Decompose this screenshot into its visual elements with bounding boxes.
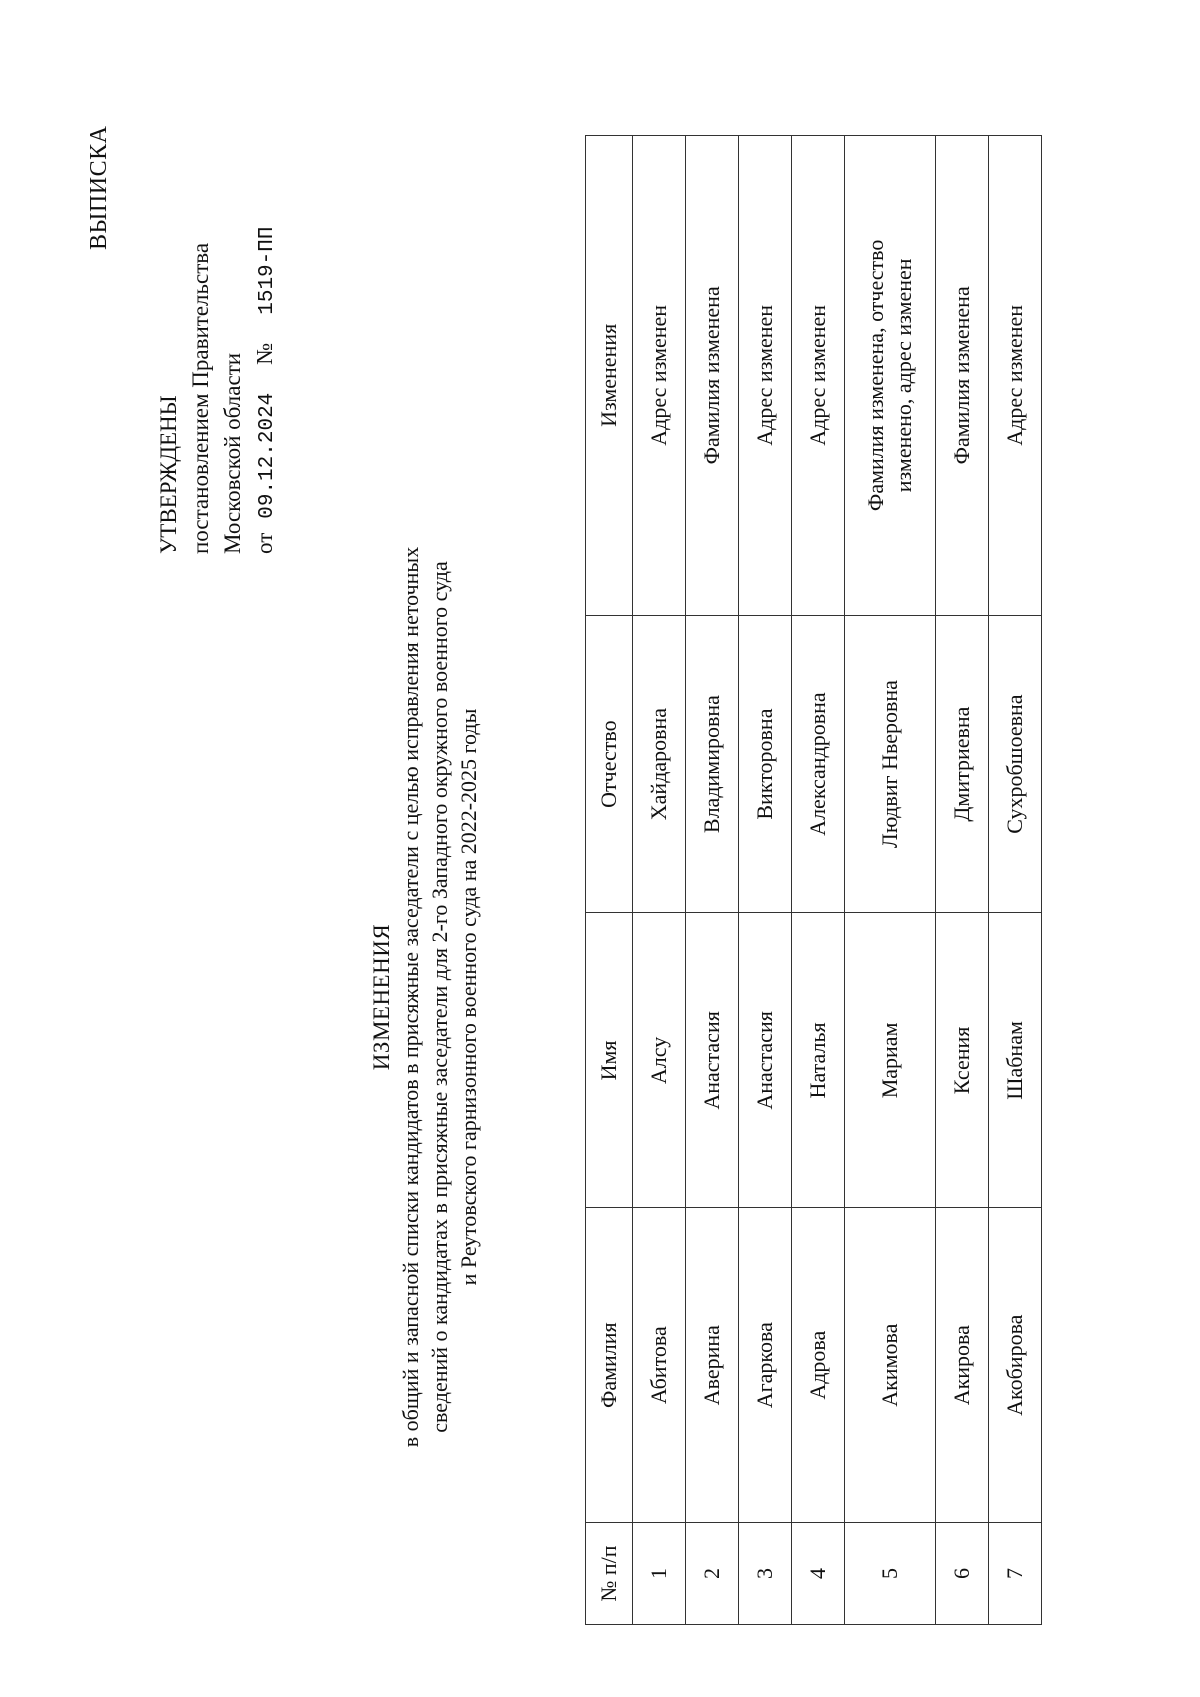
cell-name: Анастасия	[739, 913, 792, 1208]
table-row	[633, 136, 686, 1625]
header-patronymic: Отчество	[586, 615, 633, 913]
title-heading: ИЗМЕНЕНИЯ	[369, 923, 394, 1071]
document-title	[367, 297, 483, 1697]
approval-line-3: Московской области	[220, 352, 245, 554]
table-row	[845, 136, 936, 1625]
approval-line-4	[249, 227, 284, 554]
cell-patronymic: Людвиг Нверовна	[845, 615, 936, 913]
table-row	[739, 136, 792, 1625]
cell-num: 6	[936, 1523, 989, 1625]
cell-num: 5	[845, 1523, 936, 1625]
table-row	[936, 136, 989, 1625]
cell-surname: Аверина	[686, 1208, 739, 1523]
table-row	[792, 136, 845, 1625]
approval-number-sign: №	[252, 342, 277, 365]
cell-surname: Абитова	[633, 1208, 686, 1523]
cell-patronymic: Владимировна	[686, 615, 739, 913]
cell-patronymic: Хайдаровна	[633, 615, 686, 913]
approval-line-2: постановлением Правительства	[188, 242, 213, 554]
cell-patronymic: Дмитриевна	[936, 615, 989, 913]
document-label: ВЫПИСКА	[86, 125, 112, 250]
cell-name: Наталья	[792, 913, 845, 1208]
cell-surname: Акирова	[936, 1208, 989, 1523]
cell-surname: Акобирова	[989, 1208, 1042, 1523]
approval-prefix: от	[252, 532, 277, 554]
cell-surname: Акимова	[845, 1208, 936, 1523]
title-line-2: сведений о кандидатах в присяжные заседатели для 2-го Западного окружного военного суда	[427, 561, 452, 1433]
table-header-row	[586, 136, 633, 1625]
cell-patronymic: Сухробшоевна	[989, 615, 1042, 913]
cell-changes: Адрес изменен	[989, 136, 1042, 616]
approval-block	[153, 227, 284, 554]
cell-surname: Адрова	[792, 1208, 845, 1523]
cell-name: Шабнам	[989, 913, 1042, 1208]
cell-num: 2	[686, 1523, 739, 1625]
cell-num: 7	[989, 1523, 1042, 1625]
table-row	[686, 136, 739, 1625]
cell-name: Ксения	[936, 913, 989, 1208]
approval-date: 09.12.2024	[256, 392, 279, 519]
cell-name: Анастасия	[686, 913, 739, 1208]
cell-name: Мариам	[845, 913, 936, 1208]
title-line-3: и Реутовского гарнизонного военного суда на 2022-2025 годы	[456, 708, 481, 1286]
header-num: № п/п	[586, 1523, 633, 1625]
cell-changes: Фамилия изменена	[936, 136, 989, 616]
title-line-1: в общий и запасной списки кандидатов в присяжные заседатели с целью исправления неточных	[398, 546, 423, 1448]
cell-num: 3	[739, 1523, 792, 1625]
cell-patronymic: Викторовна	[739, 615, 792, 913]
approval-line-1: УТВЕРЖДЕНЫ	[156, 395, 181, 554]
cell-num: 4	[792, 1523, 845, 1625]
cell-patronymic: Александровна	[792, 615, 845, 913]
header-changes: Изменения	[586, 136, 633, 616]
cell-changes: Адрес изменен	[633, 136, 686, 616]
cell-changes	[845, 136, 936, 616]
approval-number: 1519-ПП	[256, 226, 279, 315]
cell-changes-text: Фамилия изменена, отчество изменено, адрес изменен	[863, 239, 916, 512]
cell-name: Алсу	[633, 913, 686, 1208]
cell-surname: Агаркова	[739, 1208, 792, 1523]
header-name: Имя	[586, 913, 633, 1208]
cell-num: 1	[633, 1523, 686, 1625]
table-row	[989, 136, 1042, 1625]
changes-table	[585, 135, 1042, 1625]
cell-changes: Адрес изменен	[792, 136, 845, 616]
cell-changes: Фамилия изменена	[686, 136, 739, 616]
cell-changes: Адрес изменен	[739, 136, 792, 616]
header-surname: Фамилия	[586, 1208, 633, 1523]
